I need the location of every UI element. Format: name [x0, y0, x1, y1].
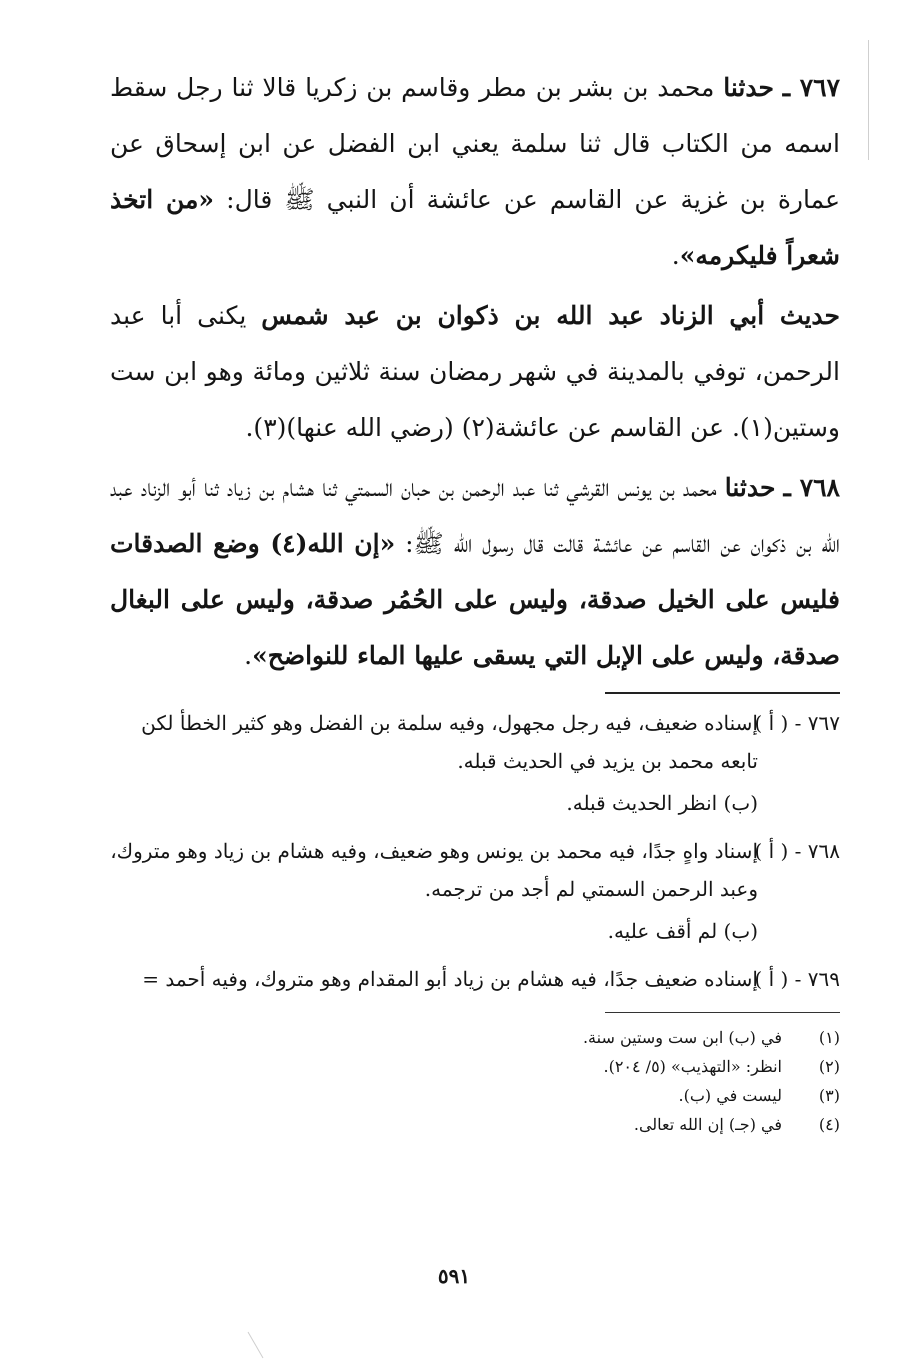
note-text: إسناده ضعيف جدًا، فيه هشام بن زياد أبو المقدام وهو متروك، وفيه أحمد =: [142, 967, 758, 991]
hadith-lead: حدثنا: [724, 473, 776, 502]
note-text: إسناد واهٍ جدًا، فيه محمد بن يونس وهو ضعيف، وفيه هشام بن زياد وهو متروك، وعبد الرحمن السمتي لم أجد من ترجمه.: [110, 839, 758, 901]
footnote-number: (٣): [818, 1086, 840, 1105]
note-text: إسناده ضعيف، فيه رجل مجهول، وفيه سلمة بن الفضل وهو كثير الخطأ لكن تابعه محمد بن يزيد في الحديث قبله.: [141, 711, 758, 773]
footnotes: [110, 1023, 840, 1139]
end-mark: .: [671, 241, 680, 270]
note-number: ٧٦٨ - ( أ ): [754, 839, 840, 863]
narrator-text: يكنى أبا عبد الرحمن، توفي بالمدينة في شهر رمضان سنة ثلاثين ومائة وهو ابن ست وستين(١). عن القاسم عن عائشة(٢) (رضي الله عنها)(٣).: [110, 301, 840, 442]
document-page: [110, 60, 840, 1139]
narrator-heading: حديث أبي الزناد عبد الله بن ذكوان بن عبد شمس: [261, 301, 841, 330]
note-768-a: [110, 832, 840, 908]
hadith-number: ٧٦٧ ـ: [782, 73, 841, 102]
footnote-number: (١): [818, 1028, 840, 1047]
footnote-item: [110, 1023, 840, 1052]
hadith-767: [110, 60, 840, 284]
footnote-item: [110, 1110, 840, 1139]
hadith-768: [110, 460, 840, 684]
footnote-text: ليست في (ب).: [678, 1086, 782, 1105]
footnote-item: [110, 1081, 840, 1110]
note-number: ٧٦٩ - ( أ ): [754, 967, 840, 991]
scan-artifact: [248, 1332, 264, 1358]
isnad-text: محمد بن بشر بن مطر وقاسم بن زكريا قالا ثنا رجل سقط اسمه من الكتاب قال ثنا سلمة يعني ابن الفضل عن ابن إسحاق عن عمارة بن غزية عن القاسم عن عائشة أن النبي ﷺ قال:: [110, 73, 840, 214]
note-767-b: (ب) انظر الحديث قبله.: [566, 791, 758, 815]
hadith-lead: حدثنا: [723, 73, 774, 102]
section-divider: [605, 692, 840, 694]
takhrij-notes: [110, 704, 840, 998]
matn-text: «إن الله(٤) وضع الصدقات فليس على الخيل صدقة، وليس على الحُمُر صدقة، وليس على البغال صدقة، وليس على الإبل التي يسقى عليها الماء للنواضح»: [110, 529, 840, 670]
end-mark: .: [244, 641, 253, 670]
narrator-paragraph: [110, 288, 840, 456]
main-text: [110, 60, 840, 684]
footnote-text: في (ب) ابن ست وستين سنة.: [582, 1028, 782, 1047]
matn-text: «من اتخذ شعراً فليكرمه»: [110, 185, 840, 270]
scan-artifact: [868, 40, 869, 160]
note-769-a: [110, 960, 840, 998]
page-number: ٥٩١: [437, 1264, 471, 1288]
isnad-text: محمد بن يونس القرشي ثنا عبد الرحمن بن حبان السمتي ثنا هشام بن زياد ثنا أبو الزناد عبد الله بن ذكوان عن القاسم عن عائشة قالت قال رسول الله ﷺ:: [110, 473, 840, 558]
note-number: ٧٦٧ - ( أ ): [754, 711, 840, 735]
footnote-item: [110, 1052, 840, 1081]
footnote-number: (٢): [818, 1057, 840, 1076]
footnote-number: (٤): [818, 1115, 840, 1134]
hadith-number: ٧٦٨ ـ: [783, 473, 840, 502]
footnote-text: في (جـ) إن الله تعالى.: [633, 1115, 782, 1134]
note-768-b: (ب) لم أقف عليه.: [607, 919, 758, 943]
footnote-divider: [605, 1012, 840, 1013]
footnote-text: انظر: «التهذيب» (٥/ ٢٠٤).: [603, 1057, 782, 1076]
note-767-a: [110, 704, 840, 780]
